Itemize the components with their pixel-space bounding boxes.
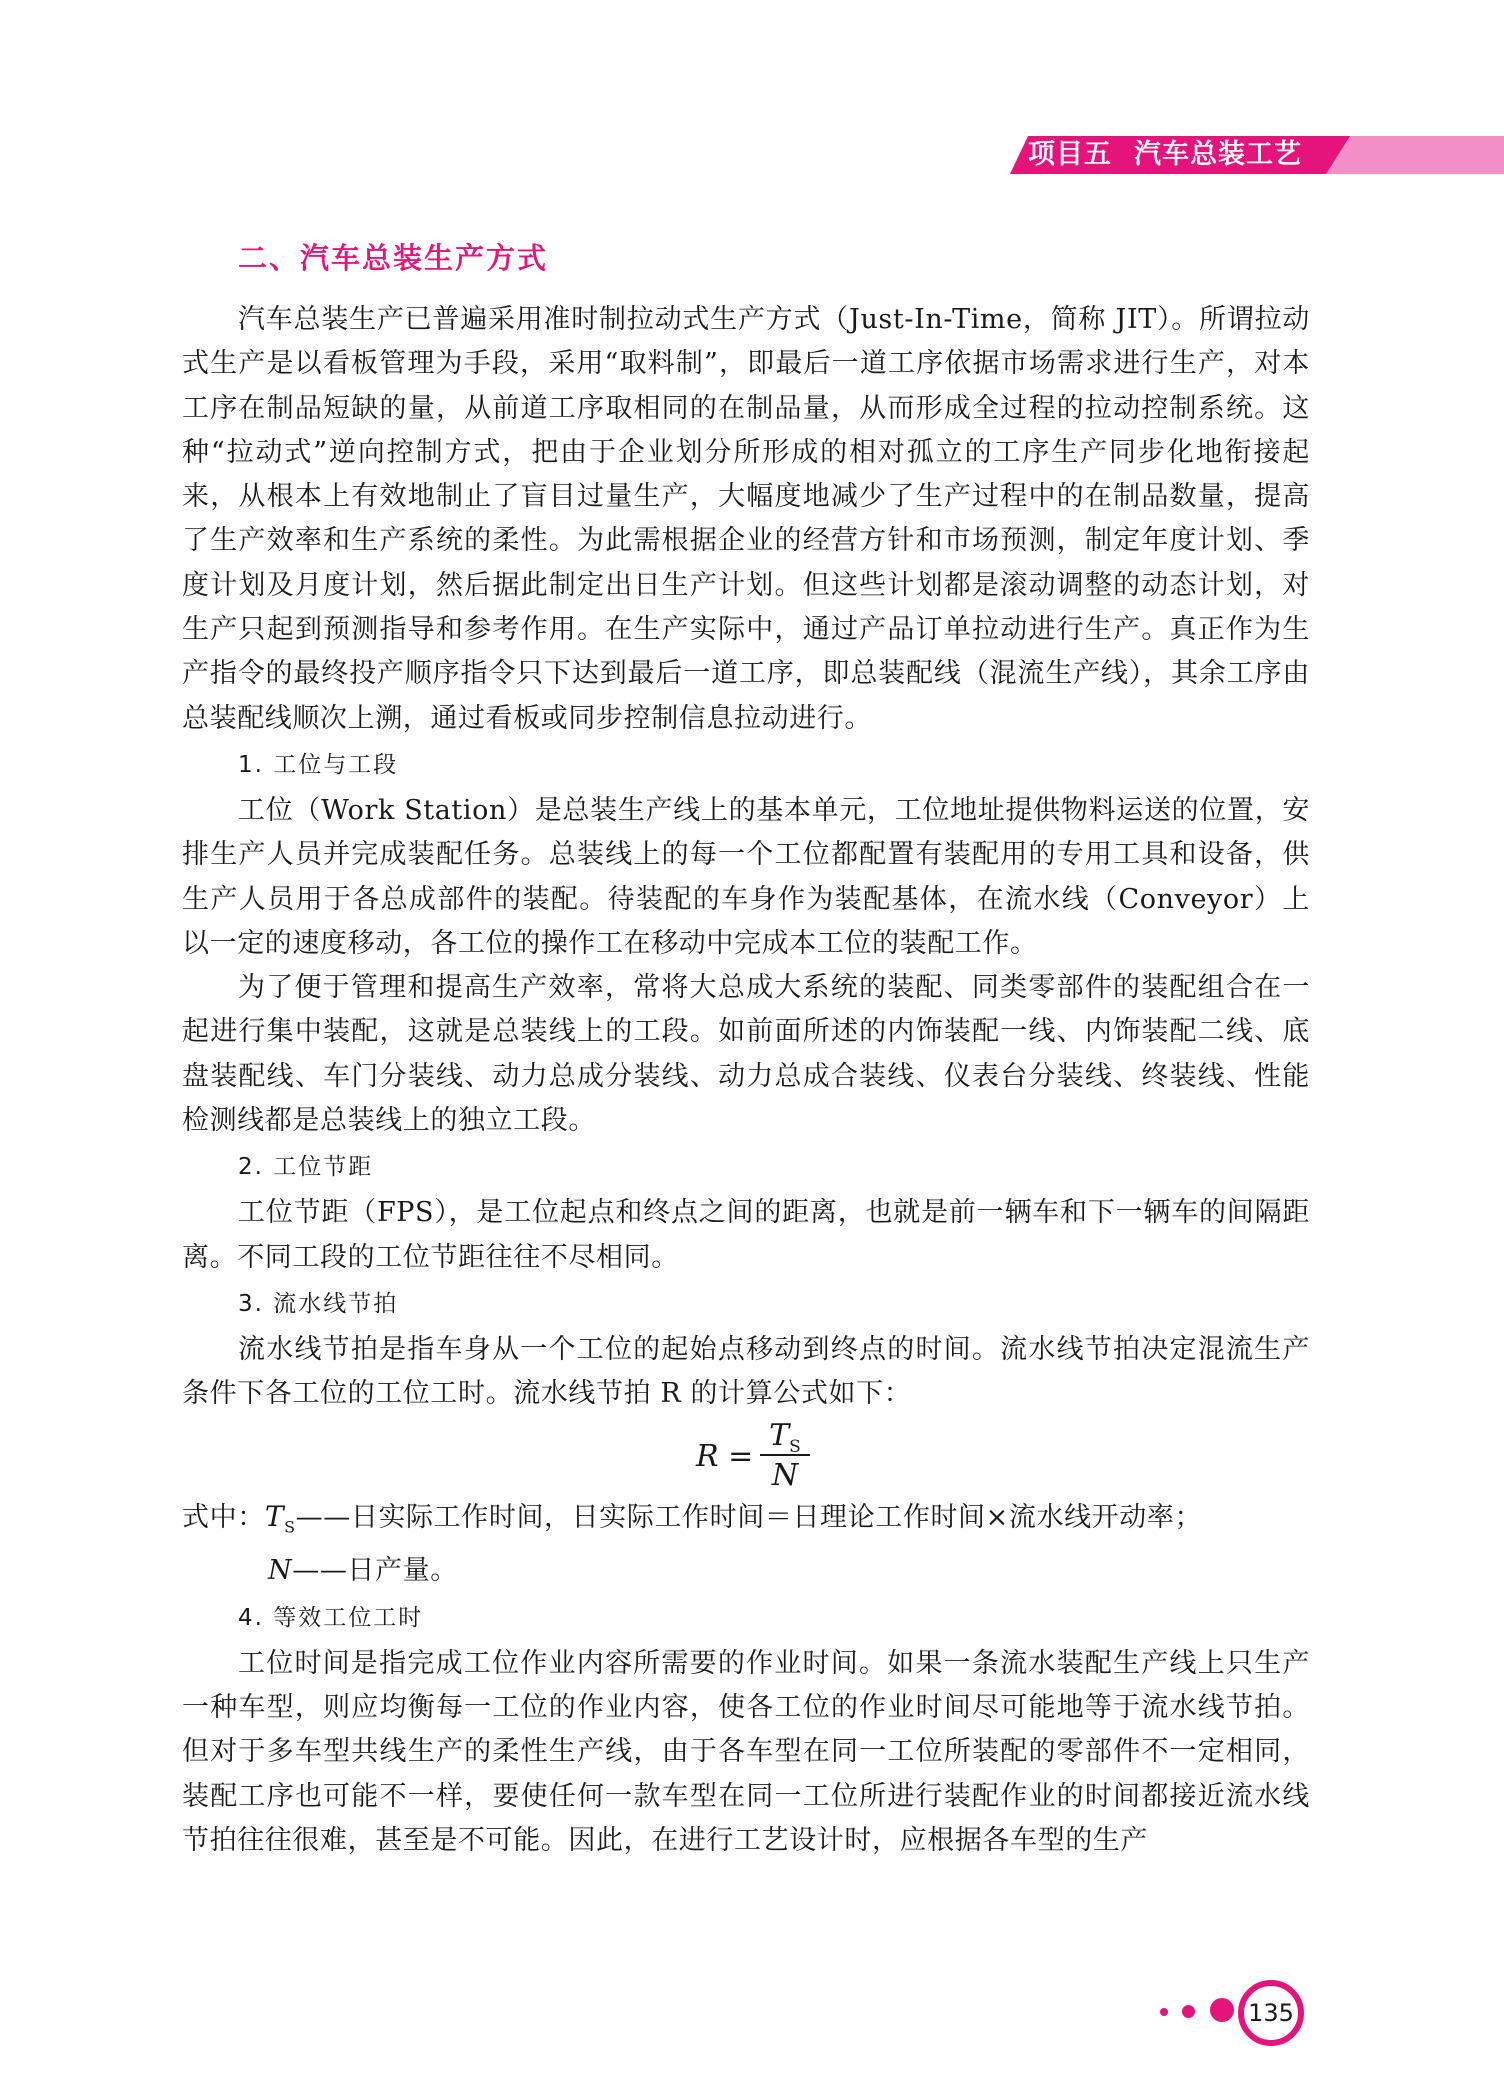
station-pitch-paragraph: 工位节距（FPS），是工位起点和终点之间的距离，也就是前一辆车和下一辆车的间隔距离。不同工段的工位节距往往不尽相同。	[182, 1197, 1310, 1273]
page-body	[182, 298, 1310, 1863]
subsection-heading-1: 1. 工位与工段	[238, 751, 399, 778]
ts-description: ——日实际工作时间，日实际工作时间＝日理论工作时间×流水线开动率；	[295, 1501, 1203, 1533]
ts-symbol	[264, 1499, 296, 1537]
subsection-heading-4: 4. 等效工位工时	[238, 1604, 424, 1631]
legend-prefix: 式中：	[182, 1501, 265, 1533]
formula-fraction	[760, 1419, 810, 1493]
subsection-heading-2: 2. 工位节距	[238, 1154, 374, 1181]
section-segment-paragraph: 为了便于管理和提高生产效率，常将大总成大系统的装配、同类零部件的装配组合在一起进行集中装配，这就是总装线上的工段。如前面所述的内饰装配一线、内饰装配二线、底盘装配线、车门分装线、动力总成分装线、动力总成合装线、仪表台分装线、终装线、性能检测线都是总装线上的独立工段。	[182, 972, 1310, 1137]
decor-dot-large	[1210, 1998, 1234, 2022]
page-number-badge	[1160, 1976, 1320, 2046]
chapter-number: 项目五	[1028, 139, 1112, 170]
takt-formula	[182, 1417, 1310, 1495]
running-header	[1028, 136, 1328, 174]
intro-paragraph: 汽车总装生产已普遍采用准时制拉动式生产方式（Just-In-Time，简称 JIT）。所谓拉动式生产是以看板管理为手段，采用“取料制”，即最后一道工序依据市场需求进行生产，对本工序在制品短缺的量，从前道工序取相同的在制品量，从而形成全过程的拉动控制系统。这种“拉动式”逆向控制方式，把由于企业划分所形成的相对孤立的工序生产同步化地衔接起来，从根本上有效地制止了盲目过量生产，大幅度地减少了生产过程中的在制品数量，提高了生产效率和生产系统的柔性。为此需根据企业的经营方针和市场预测，制定年度计划、季度计划及月度计划，然后据此制定出日生产计划。但这些计划都是滚动调整的动态计划，对生产只起到预测指导和参考作用。在生产实际中，通过产品订单拉动进行生产。真正作为生产指令的最终投产顺序指令只下达到最后一道工序，即总装配线（混流生产线），其余工序由总装配线顺次上溯，通过看板或同步控制信息拉动进行。	[182, 304, 1310, 734]
decor-dot-small	[1160, 2008, 1168, 2016]
equivalent-time-paragraph: 工位时间是指完成工位作业内容所需要的作业时间。如果一条流水装配生产线上只生产一种车型，则应均衡每一工位的作业内容，使各工位的作业时间尽可能地等于流水线节拍。但对于多车型共线生产的柔性生产线，由于各车型在同一工位所装配的零部件不一定相同，装配工序也可能不一样，要使任何一款车型在同一工位所进行装配作业的时间都接近流水线节拍往往很难，甚至是不可能。因此，在进行工艺设计时，应根据各车型的生产	[182, 1647, 1310, 1856]
ts-subscript: S	[284, 1517, 296, 1537]
formula-legend-n	[182, 1549, 1310, 1593]
decor-dot-medium	[1182, 2005, 1195, 2018]
chapter-title: 汽车总装工艺	[1134, 139, 1302, 170]
section-title: 二、汽车总装生产方式	[238, 241, 549, 275]
formula-numerator	[760, 1417, 810, 1457]
workstation-paragraph: 工位（Work Station）是总装生产线上的基本单元，工位地址提供物料运送的位置，安排生产人员并完成装配任务。总装线上的每一个工位都配置有装配用的专用工具和设备，供生产人员用于各总成部件的装配。待装配的车身作为装配基体，在流水线（Conveyor）上以一定的速度移动，各工位的操作工在移动中完成本工位的装配工作。	[182, 794, 1310, 959]
line-takt-paragraph: 流水线节拍是指车身从一个工位的起始点移动到终点的时间。流水线节拍决定混流生产条件下各工位的工位工时。流水线节拍 R 的计算公式如下：	[182, 1333, 1310, 1410]
formula-legend-ts	[182, 1495, 1310, 1550]
numerator-symbol: T	[769, 1417, 790, 1453]
ts-letter: T	[264, 1499, 285, 1533]
n-symbol: N	[268, 1555, 293, 1587]
fraction-bar	[760, 1454, 810, 1456]
page-number: 135	[1248, 1999, 1294, 2027]
n-description: ——日产量。	[292, 1555, 458, 1587]
formula-lhs: R =	[696, 1438, 754, 1474]
numerator-subscript: S	[789, 1436, 801, 1457]
subsection-heading-3: 3. 流水线节拍	[238, 1290, 399, 1317]
formula-denominator: N	[771, 1457, 799, 1493]
